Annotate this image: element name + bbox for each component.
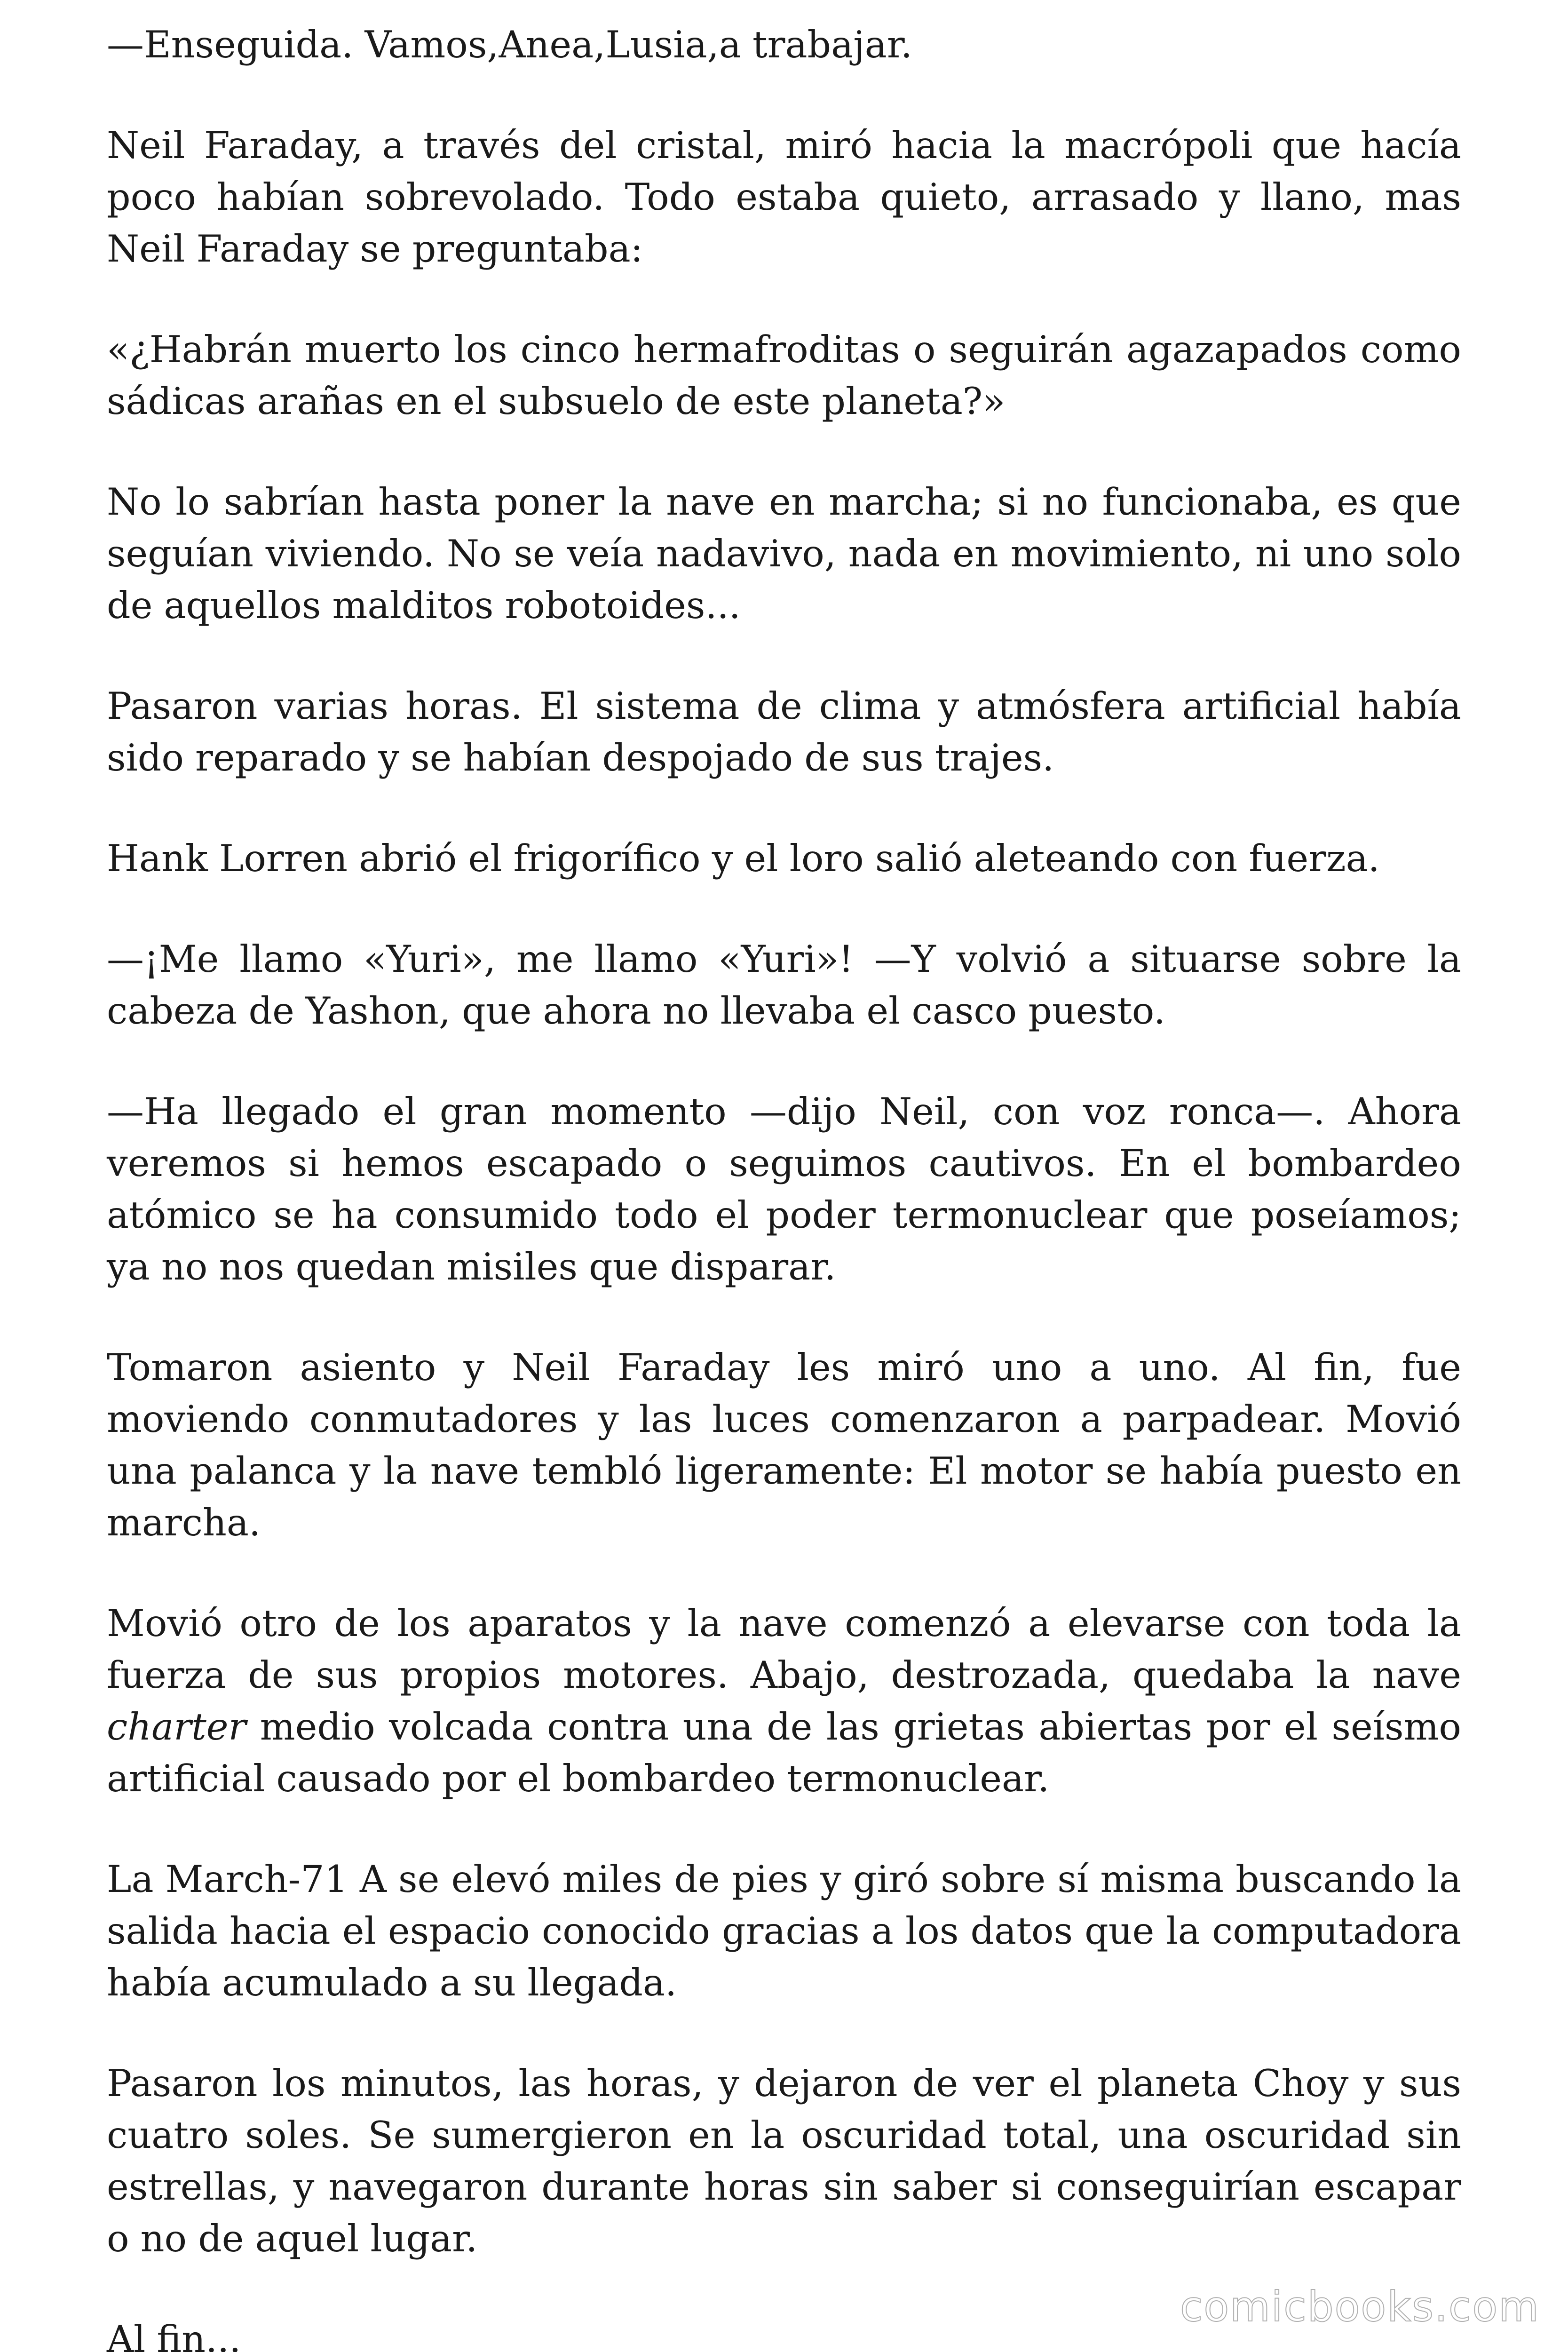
paragraph-13: Al fin...	[107, 2318, 241, 2352]
paragraph-2: Neil Faraday, a través del cristal, miró hacia la macrópoli que hacía poco habían sobrevolado. Todo estaba quieto, arrasado y llano, mas Neil Faraday se preguntaba:	[107, 124, 1461, 270]
paragraph-10-after: medio volcada contra una de las grietas abiertas por el seísmo artificial causado por el bombardeo termonuclear.	[107, 1705, 1461, 1800]
paragraph-9: Tomaron asiento y Neil Faraday les miró uno a uno. Al fin, fue moviendo conmutadores y las luces comenzaron a parpadear. Movió una palanca y la nave tembló ligeramente: El motor se había puesto en marcha.	[107, 1346, 1461, 1544]
watermark: comicbooks.com	[1180, 2282, 1540, 2331]
paragraph-1: —Enseguida. Vamos,Anea,Lusia,a trabajar.	[107, 23, 913, 66]
paragraph-8: —Ha llegado el gran momento —dijo Neil, con voz ronca—. Ahora veremos si hemos escapado o seguimos cautivos. En el bombardeo atómico se ha consumido todo el poder termonuclear que poseíamos; ya no nos quedan misiles que disparar.	[107, 1090, 1461, 1288]
paragraph-10	[107, 1597, 1461, 1804]
paragraph-3: «¿Habrán muerto los cinco hermafroditas o seguirán agazapados como sádicas arañas en el subsuelo de este planeta?»	[107, 328, 1461, 423]
paragraph-10-italic: charter	[107, 1705, 246, 1748]
paragraph-11: La March-71 A se elevó miles de pies y giró sobre sí misma buscando la salida hacia el espacio conocido gracias a los datos que la computadora había acumulado a su llegada.	[107, 1858, 1461, 2004]
paragraph-4: No lo sabrían hasta poner la nave en marcha; si no funcionaba, es que seguían viviendo. No se veía nadavivo, nada en movimiento, ni uno solo de aquellos malditos robotoides...	[107, 480, 1461, 627]
paragraph-5: Pasaron varias horas. El sistema de clima y atmósfera artificial había sido reparado y se habían despojado de sus trajes.	[107, 684, 1461, 779]
paragraph-7: —¡Me llamo «Yuri», me llamo «Yuri»! —Y volvió a situarse sobre la cabeza de Yashon, que ahora no llevaba el casco puesto.	[107, 938, 1461, 1033]
paragraph-10-before: Movió otro de los aparatos y la nave comenzó a elevarse con toda la fuerza de sus propios motores. Abajo, destrozada, quedaba la nave	[107, 1602, 1461, 1697]
paragraph-6: Hank Lorren abrió el frigorífico y el loro salió aleteando con fuerza.	[107, 837, 1380, 880]
paragraph-12: Pasaron los minutos, las horas, y dejaron de ver el planeta Choy y sus cuatro soles. Se sumergieron en la oscuridad total, una oscuridad sin estrellas, y navegaron durante horas sin saber si conseguirían escapar o no de aquel lugar.	[107, 2062, 1461, 2260]
